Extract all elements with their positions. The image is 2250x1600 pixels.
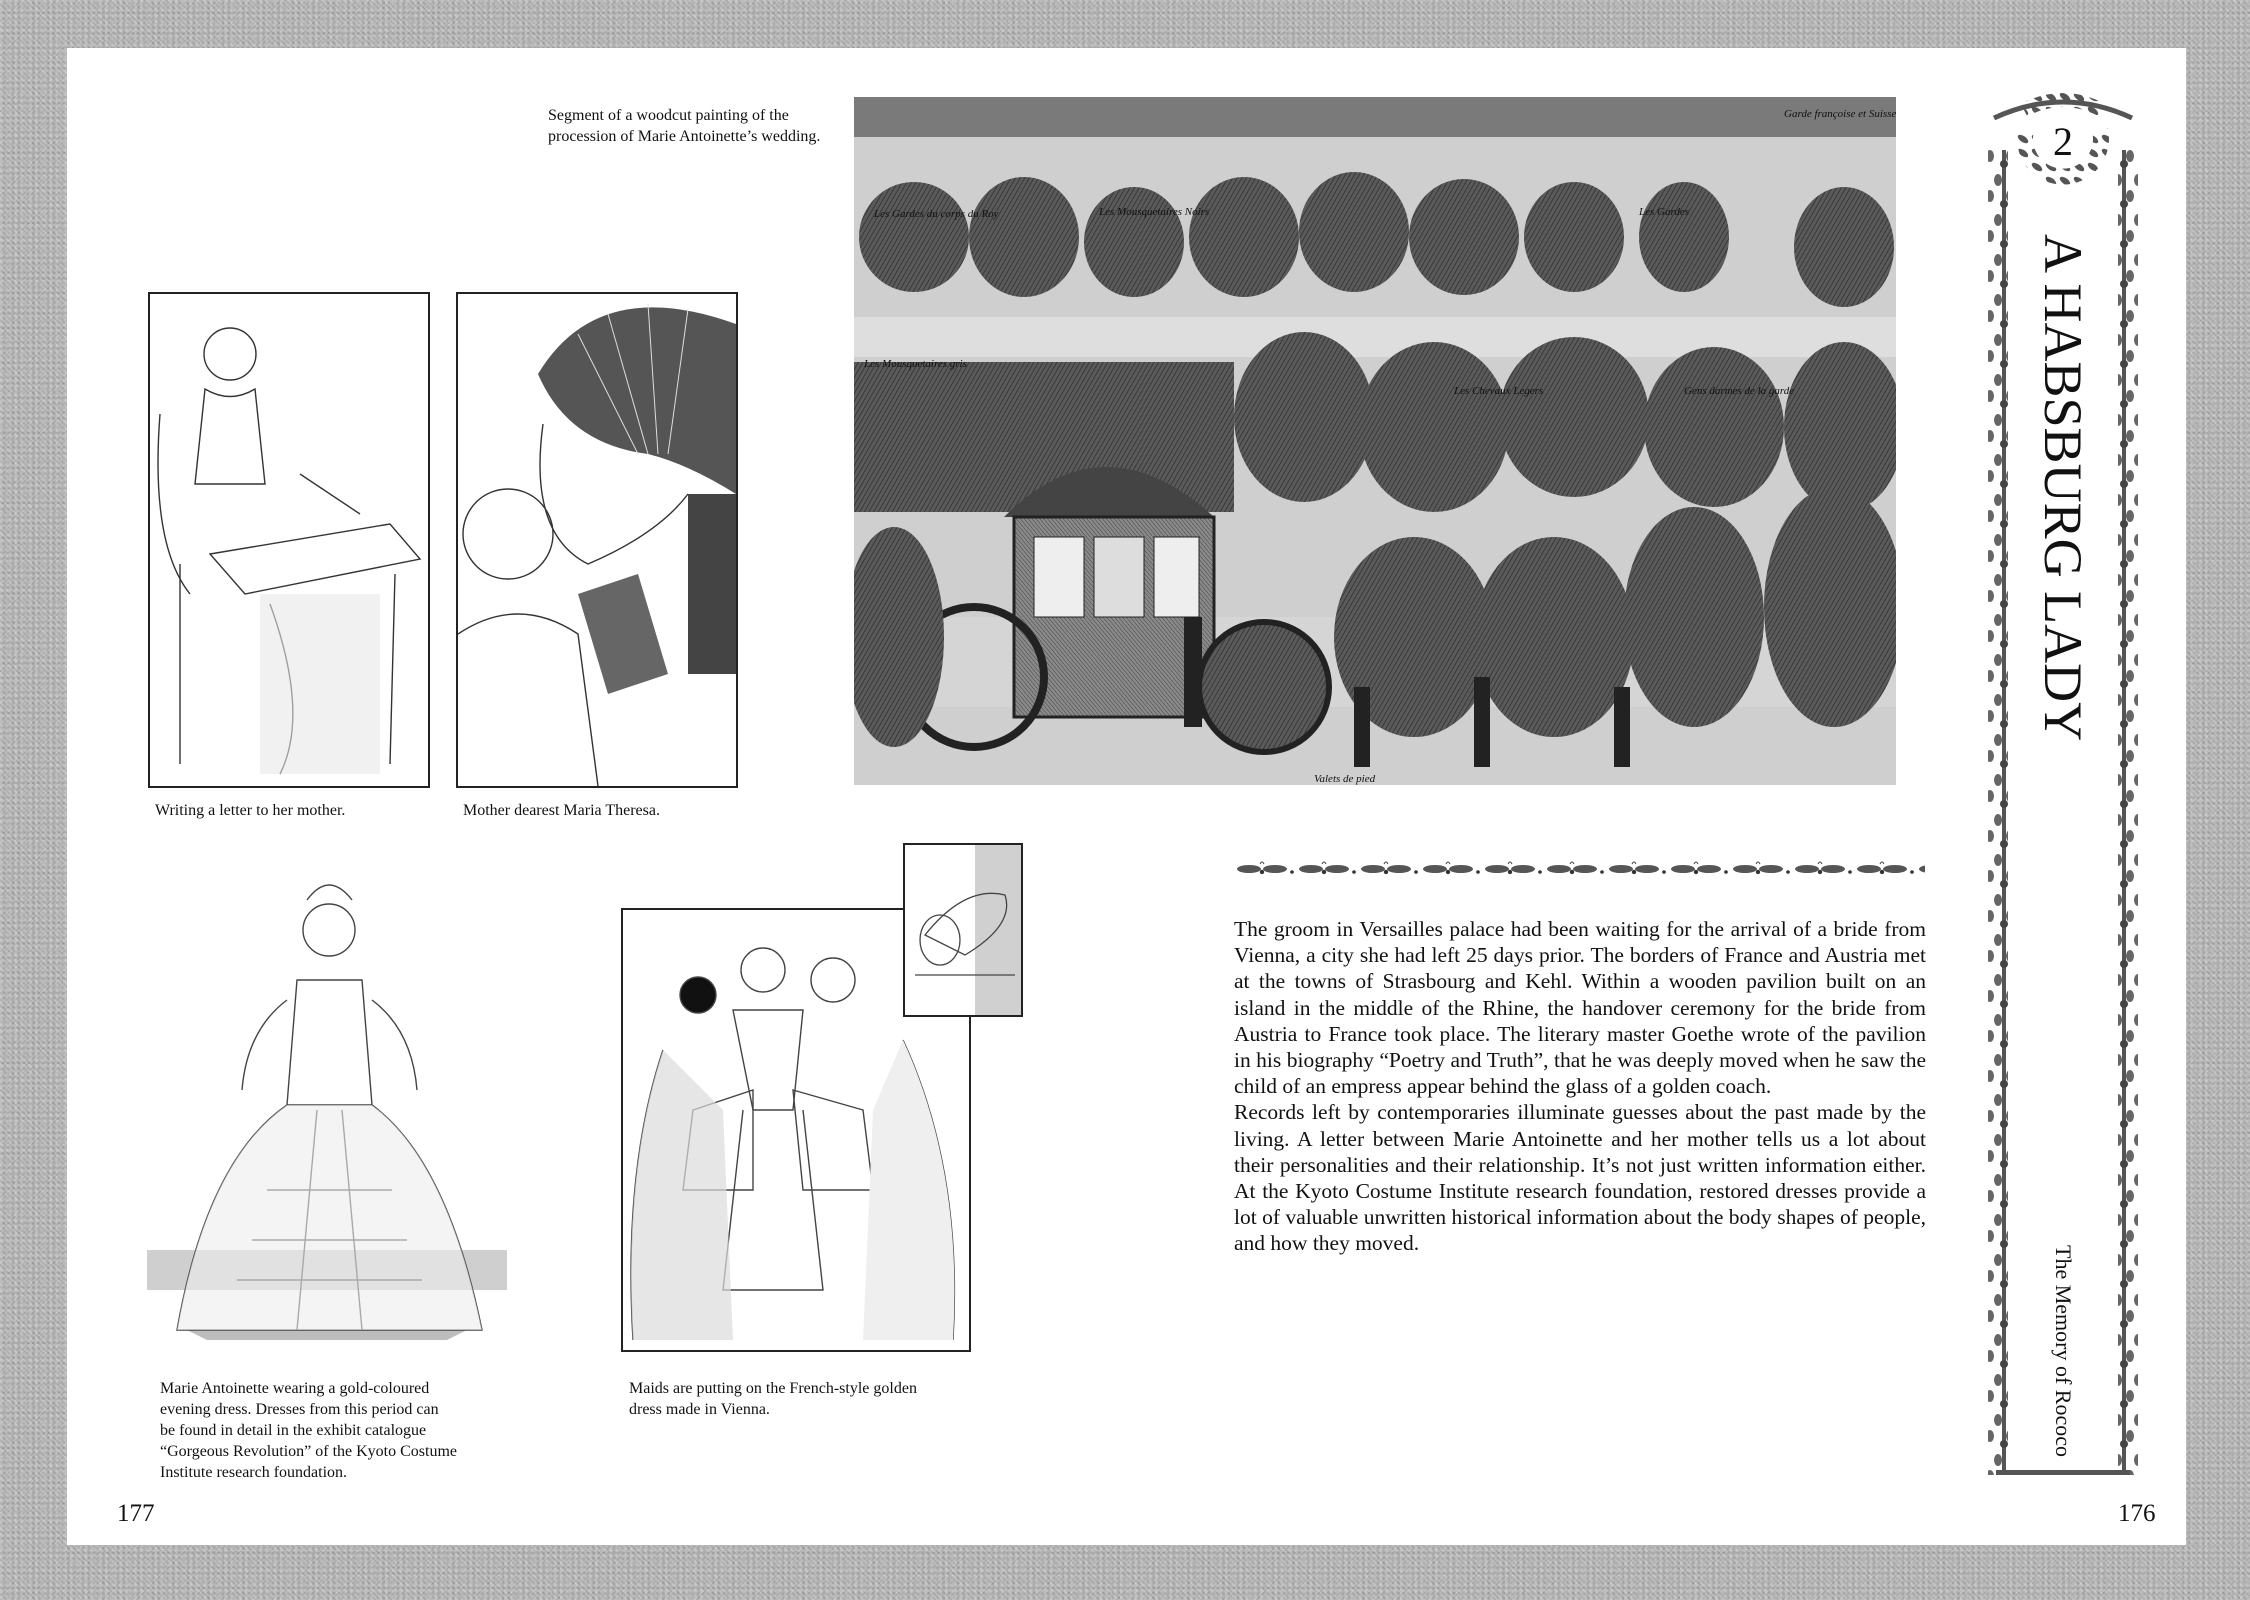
floral-rule-icon [1235,860,1925,876]
maria-theresa-image [456,292,738,788]
article-paragraph: Records left by contemporaries illuminate guesses about the past made by the living. A letter between Marie Antoinette and her mother tells us a lot about their personalities and their relationship. It’s not just written information either. At the Kyoto Costume Institute research foundation, restored dresses provide a lot of valuable unwritten historical information about the body shapes of people, and how they moved. [1234,1100,1926,1256]
caption-line: Segment of a woodcut painting of the [548,107,789,124]
svg-text:Valets de pied: Valets de pied [1314,773,1376,785]
caption-line: Marie Antoinette wearing a gold-coloured [160,1380,430,1397]
article-body [1234,916,1926,1257]
hand-tying-lace-illustration [905,845,1021,1015]
mother-and-child-illustration [458,294,736,786]
book-spread [67,48,2186,1545]
girl-at-desk-illustration [150,294,428,786]
inset-hand-image [903,843,1023,1017]
svg-text:Les Mousquetaires gris: Les Mousquetaires gris [864,358,967,370]
svg-text:Gens darmes de la garde: Gens darmes de la garde [1684,385,1795,397]
chapter-number: 2 [2053,119,2073,164]
writing-letter-image [148,292,430,788]
evening-dress-caption [160,1378,520,1483]
svg-text:Les Mousquetaires Noirs: Les Mousquetaires Noirs [1099,206,1210,218]
woodcut-illustration [854,97,1896,785]
evening-dress-image [147,860,507,1360]
caption-line: Maids are putting on the French-style golden [629,1380,917,1397]
chapter-title: A HABSBURG LADY [2033,234,2093,742]
writing-letter-caption: Writing a letter to her mother. [155,802,346,819]
svg-text:Les Chevaux Legers: Les Chevaux Legers [1454,385,1544,397]
svg-text:Les Gardes du corps du Roy: Les Gardes du corps du Roy [874,208,999,220]
caption-line: be found in detail in the exhibit catalogue [160,1422,427,1439]
maids-dressing-caption [629,1378,1009,1420]
page-number-left: 177 [117,1500,155,1527]
caption-line: procession of Marie Antoinette’s wedding. [548,128,821,145]
caption-line: “Gorgeous Revolution” of the Kyoto Costume [160,1443,457,1460]
caption-line: Institute research foundation. [160,1464,348,1481]
article-paragraph: The groom in Versailles palace had been waiting for the arrival of a bride from Vienna, a city she had left 25 days prior. The borders of France and Austria met at the towns of Strasbourg and Kehl. Within a wooden pavilion built on an island in the middle of the Rhine, the handover ceremony for the bride from Austria to France took place. The literary master Goethe wrote of the pavilion in his biography “Poetry and Truth”, that he was deeply moved when he saw the child of an empress appear behind the glass of a golden coach. [1234,917,1926,1099]
caption-line: evening dress. Dresses from this period can [160,1401,439,1418]
svg-text:Les Gardes: Les Gardes [1639,206,1690,218]
page-number-right: 176 [2118,1500,2156,1527]
caption-line: dress made in Vienna. [629,1401,770,1418]
woodcut-caption [548,105,848,147]
woodcut-procession-image [854,97,1896,785]
gown-illustration [147,860,507,1360]
running-title: The Memory of Rococo [2051,1245,2076,1457]
svg-text:Garde françoise et Suisse: Garde françoise et Suisse [1784,108,1896,120]
ornamental-divider [1235,860,1925,876]
maria-theresa-caption: Mother dearest Maria Theresa. [463,802,660,819]
